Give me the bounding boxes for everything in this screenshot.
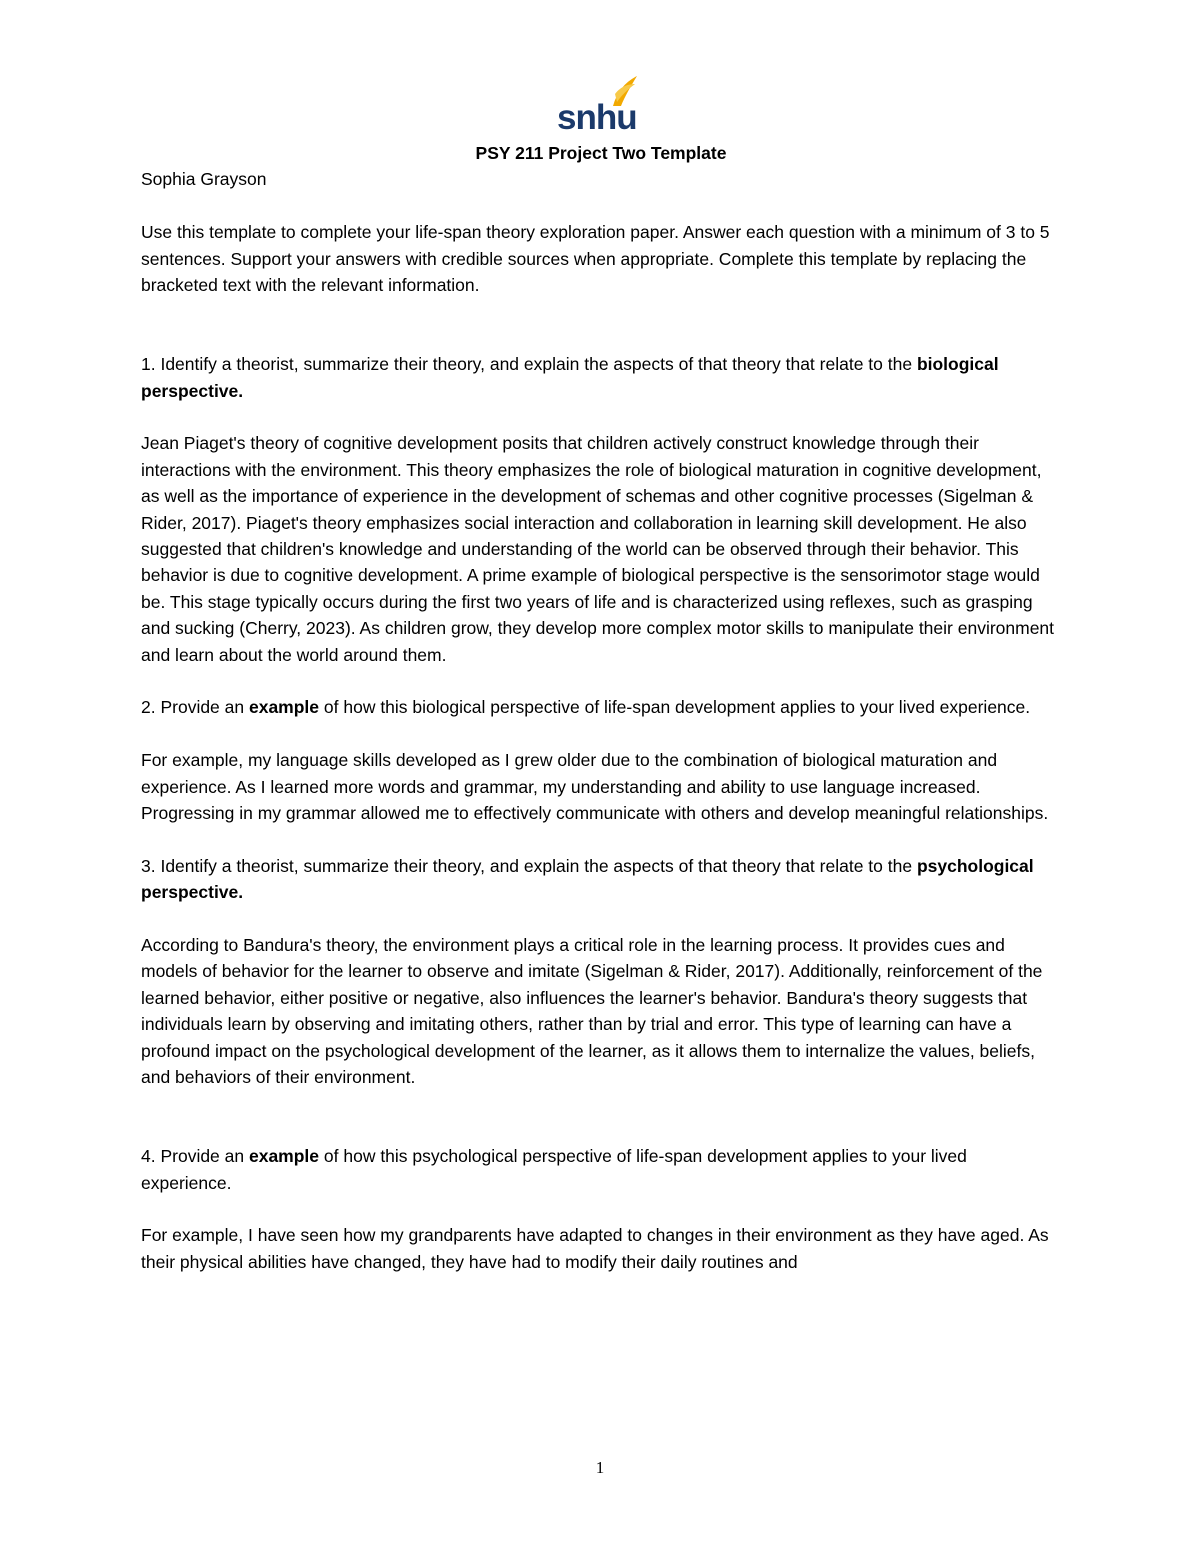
question-4-pre: 4. Provide an [141,1146,249,1167]
snhu-logo-graphic [555,72,640,134]
author-name: Sophia Grayson [141,169,267,190]
instructions-paragraph: Use this template to complete your life-span theory exploration paper. Answer each question with a minimum of 3 to 5 sentences. Support your answers with credible sources when appropriate. Complete this template by replacing the bracketed text with the relevant information. [141,222,1050,296]
question-1-text: 1. Identify a theorist, summarize their theory, and explain the aspects of that theory that relate to the [141,354,917,375]
answer-4: For example, I have seen how my grandparents have adapted to changes in their environment as they have aged. As their physical abilities have changed, they have had to modify their daily routines and [141,1225,1049,1272]
question-3 [141,853,1061,906]
question-4 [141,1143,1061,1196]
question-2-pre: 2. Provide an [141,697,249,718]
question-1-bold: biological perspective. [141,354,999,401]
question-4-bold: example [248,1146,320,1167]
answer-1: Jean Piaget's theory of cognitive development posits that children actively construct knowledge through their interactions with the environment. This theory emphasizes the role of biological maturation in cognitive development, as well as the importance of experience in the development of schemas and other cognitive processes (Sigelman & Rider, 2017). Piaget's theory emphasizes social interaction and collaboration in learning skill development. He also suggested that children's knowledge and understanding of the world can be observed through their behavior. This behavior is due to cognitive development. A prime example of biological perspective is the sensorimotor stage would be. This stage typically occurs during the first two years of life and is characterized using reflexes, such as grasping and sucking (Cherry, 2023). As children grow, they develop more complex motor skills to manipulate their environment and learn about the world around them. [141,433,1055,665]
page-number: 1 [595,1458,605,1477]
answer-3: According to Bandura's theory, the environment plays a critical role in the learning process. It provides cues and models of behavior for the learner to observe and imitate (Sigelman & Rider, 2017). Additionally, reinforcement of the learned behavior, either positive or negative, also influences the learner's behavior. Bandura's theory suggests that individuals learn by observing and imitating others, rather than by trial and error. This type of learning can have a profound impact on the psychological development of the learner, as it allows them to internalize the values, beliefs, and behaviors of their environment. [141,935,1043,1088]
question-3-text: 3. Identify a theorist, summarize their theory, and explain the aspects of that theory that relate to the [141,855,917,876]
svg-text:snhu: snhu [557,98,637,134]
document-body [141,140,1061,1302]
answer-2: For example, my language skills developed as I grew older due to the combination of biological maturation and experience. As I learned more words and grammar, my understanding and ability to use language increased. Progressing in my grammar allowed me to effectively communicate with others and develop meaningful relationships. [141,750,1049,824]
question-2 [141,694,1061,720]
question-2-bold: example [248,697,320,718]
page-title: PSY 211 Project Two Template [475,143,727,163]
question-2-post: of how this biological perspective of life-span development applies to your lived experience. [319,697,1031,718]
snhu-logo [555,72,640,134]
question-4-post: of how this psychological perspective of life-span development applies to your lived experience. [141,1146,967,1193]
question-1 [141,351,1061,404]
question-3-bold: psychological perspective. [141,855,1034,903]
